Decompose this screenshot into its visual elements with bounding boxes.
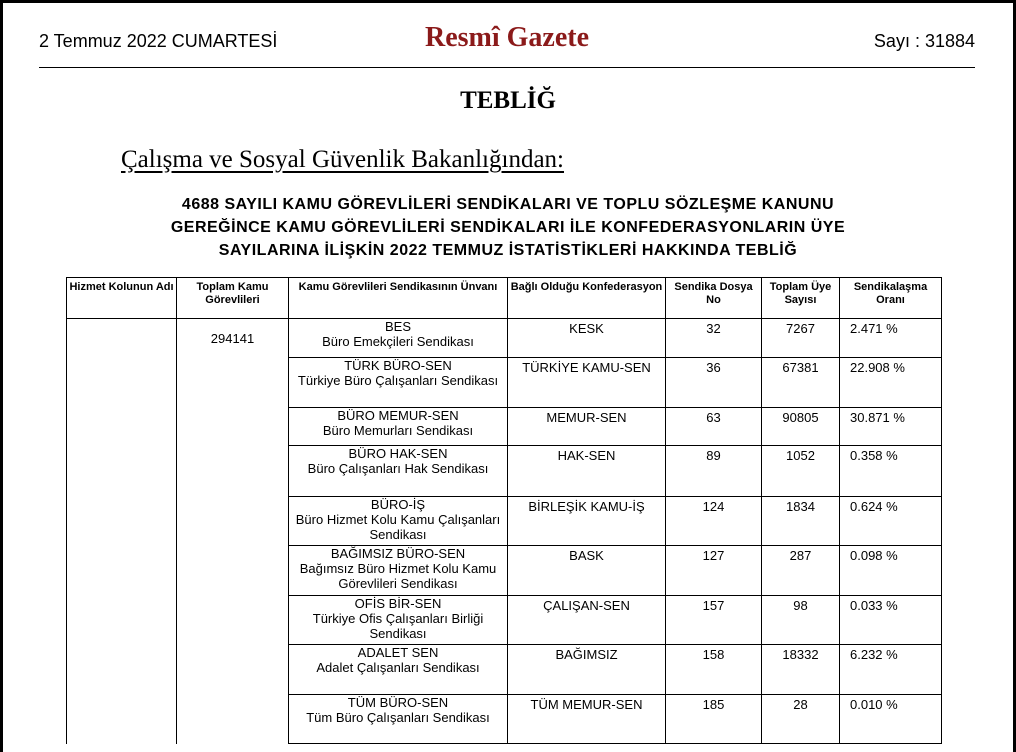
confederation-cell: TÜRKİYE KAMU-SEN: [508, 358, 666, 408]
members-cell: 7267: [762, 319, 840, 358]
confederation-cell: BİRLEŞİK KAMU-İŞ: [508, 497, 666, 546]
header-rate: Sendikalaşma Oranı: [840, 278, 942, 319]
gazette-title: Resmî Gazete: [424, 22, 590, 53]
union-name-cell: [289, 645, 508, 695]
file-no-cell: 36: [666, 358, 762, 408]
members-cell: 1834: [762, 497, 840, 546]
header-file-no: Sendika Dosya No: [666, 278, 762, 319]
confederation-cell: BASK: [508, 546, 666, 596]
confederation-cell: KESK: [508, 319, 666, 358]
rate-cell: 0.098 %: [840, 546, 942, 596]
rate-cell: 2.471 %: [840, 319, 942, 358]
members-cell: 67381: [762, 358, 840, 408]
statistics-table: [66, 277, 942, 744]
union-full-name: Bağımsız Büro Hizmet Kolu Kamu Görevlileri Sendikası: [299, 561, 497, 591]
issue-number: Sayı : 31884: [873, 31, 975, 51]
union-full-name: Tüm Büro Çalışanları Sendikası: [306, 710, 490, 725]
sector-name-cell: [67, 319, 177, 744]
members-cell: 98: [762, 596, 840, 645]
members-cell: 1052: [762, 446, 840, 497]
title-line: 4688 SAYILI KAMU GÖREVLİLERİ SENDİKALARI VE TOPLU SÖZLEŞME KANUNU: [181, 196, 835, 213]
union-short-name: BES: [384, 319, 411, 334]
file-no-cell: 124: [666, 497, 762, 546]
union-full-name: Büro Çalışanları Hak Sendikası: [307, 461, 489, 476]
document-title: [43, 193, 973, 262]
header-members: Toplam Üye Sayısı: [762, 278, 840, 319]
gazette-header: [39, 17, 975, 68]
file-no-cell: 89: [666, 446, 762, 497]
header-confederation: Bağlı Olduğu Konfederasyon: [508, 278, 666, 319]
union-full-name: Büro Hizmet Kolu Kamu Çalışanları Sendikası: [295, 512, 501, 542]
confederation-cell: ÇALIŞAN-SEN: [508, 596, 666, 645]
members-cell: 18332: [762, 645, 840, 695]
confederation-cell: TÜM MEMUR-SEN: [508, 695, 666, 744]
document-type: TEBLİĞ: [460, 87, 556, 114]
ministry-name: Çalışma ve Sosyal Güvenlik Bakanlığından:: [121, 146, 564, 173]
file-no-cell: 158: [666, 645, 762, 695]
issue-date: 2 Temmuz 2022 CUMARTESİ: [39, 31, 278, 51]
union-short-name: ADALET SEN: [357, 645, 439, 660]
union-full-name: Büro Memurları Sendikası: [322, 423, 474, 438]
union-full-name: Büro Emekçileri Sendikası: [322, 334, 474, 349]
header-sector: Hizmet Kolunun Adı: [67, 278, 177, 319]
title-line: GEREĞİNCE KAMU GÖREVLİLERİ SENDİKALARI İLE KONFEDERASYONLARIN ÜYE: [170, 219, 846, 236]
header-total-employees: Toplam Kamu Görevlileri: [177, 278, 289, 319]
table-row: [67, 319, 942, 358]
union-name-cell: [289, 358, 508, 408]
members-cell: 90805: [762, 408, 840, 446]
rate-cell: 0.624 %: [840, 497, 942, 546]
rate-cell: 0.358 %: [840, 446, 942, 497]
union-name-cell: [289, 408, 508, 446]
rate-cell: 6.232 %: [840, 645, 942, 695]
union-name-cell: [289, 596, 508, 645]
header-union-name: Kamu Görevlileri Sendikasının Ünvanı: [289, 278, 508, 319]
union-name-cell: [289, 546, 508, 596]
file-no-cell: 63: [666, 408, 762, 446]
file-no-cell: 32: [666, 319, 762, 358]
members-cell: 287: [762, 546, 840, 596]
union-short-name: BÜRO HAK-SEN: [348, 446, 448, 461]
union-full-name: Türkiye Büro Çalışanları Sendikası: [297, 373, 499, 388]
rate-cell: 22.908 %: [840, 358, 942, 408]
union-short-name: BÜRO MEMUR-SEN: [337, 408, 459, 423]
union-name-cell: [289, 695, 508, 744]
union-full-name: Türkiye Ofis Çalışanları Birliği Sendikası: [312, 611, 484, 641]
confederation-cell: HAK-SEN: [508, 446, 666, 497]
union-short-name: TÜRK BÜRO-SEN: [344, 358, 452, 373]
file-no-cell: 157: [666, 596, 762, 645]
title-line: SAYILARINA İLİŞKİN 2022 TEMMUZ İSTATİSTİKLERİ HAKKINDA TEBLİĞ: [218, 242, 798, 259]
union-name-cell: [289, 446, 508, 497]
rate-cell: 0.033 %: [840, 596, 942, 645]
union-short-name: OFİS BİR-SEN: [354, 596, 442, 611]
union-name-cell: [289, 497, 508, 546]
union-name-cell: [289, 319, 508, 358]
file-no-cell: 127: [666, 546, 762, 596]
union-short-name: BÜRO-İŞ: [370, 497, 426, 512]
union-short-name: TÜM BÜRO-SEN: [347, 695, 449, 710]
rate-cell: 30.871 %: [840, 408, 942, 446]
union-full-name: Adalet Çalışanları Sendikası: [316, 660, 480, 675]
members-cell: 28: [762, 695, 840, 744]
table-header-row: [67, 278, 942, 319]
total-employees-cell: 294141: [177, 319, 289, 744]
confederation-cell: BAĞIMSIZ: [508, 645, 666, 695]
file-no-cell: 185: [666, 695, 762, 744]
rate-cell: 0.010 %: [840, 695, 942, 744]
confederation-cell: MEMUR-SEN: [508, 408, 666, 446]
union-short-name: BAĞIMSIZ BÜRO-SEN: [330, 546, 466, 561]
